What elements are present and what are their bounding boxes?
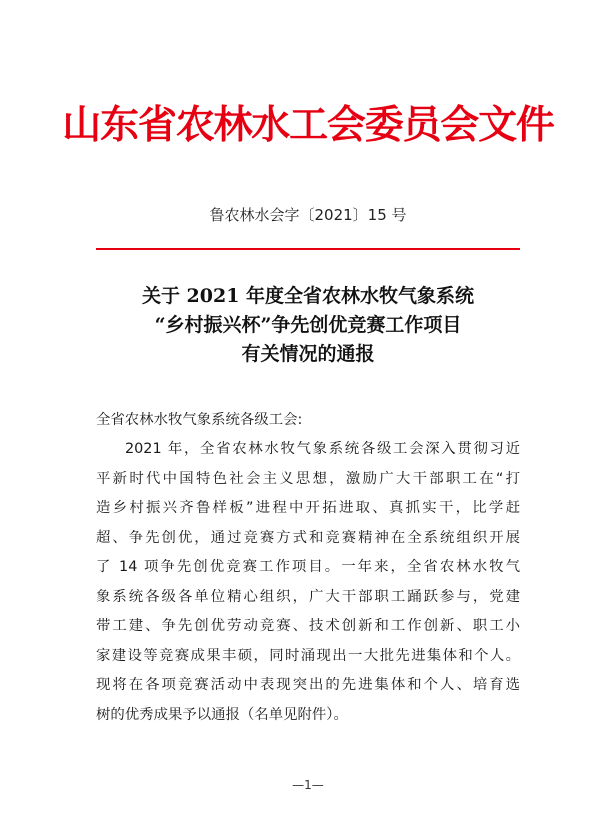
document-main-title (0, 282, 616, 369)
paragraph-line: 平新时代中国特色社会主义思想，激励广大干部职工在“打 (96, 470, 520, 487)
paragraph-line: 2021 年，全省农林水牧气象系统各级工会深入贯彻习近 (125, 441, 520, 457)
paragraph-line: 家建设等竞赛成果丰硕，同时涌现出一大批先进集体和个人。 (96, 647, 520, 664)
paragraph-line: 树的优秀成果予以通报（名单见附件）。 (96, 706, 348, 723)
main-title-line-2: “乡村振兴杯”争先创优竞赛工作项目 (154, 314, 462, 336)
paragraph-line: 超、争先创优，通过竞赛方式和竞赛精神在全系统组织开展 (96, 529, 520, 546)
salutation: 全省农林水牧气象系统各级工会: (96, 412, 303, 428)
document-body (96, 406, 520, 730)
document-number: 鲁农林水会字〔2021〕15 号 (209, 206, 407, 224)
main-title-line-1: 关于 2021 年度全省农林水牧气象系统 (141, 285, 475, 307)
paragraph-line: 造乡村振兴齐鲁样板”进程中开拓进取、真抓实干，比学赶 (96, 500, 520, 516)
document-header-title: 山东省农林水工会委员会文件 (62, 102, 554, 148)
paragraph-line: 了 14 项争先创优竞赛工作项目。一年来，全省农林水牧气 (96, 559, 520, 575)
header-divider-line (96, 248, 520, 250)
paragraph-line: 带工建、争先创优劳动竞赛、技术创新和工作创新、职工小 (96, 618, 520, 634)
main-title-line-3: 有关情况的通报 (241, 343, 375, 365)
paragraph-line: 现将在各项竞赛活动中表现突出的先进集体和个人、培育选 (96, 677, 520, 693)
paragraph-line: 象系统各级各单位精心组织，广大干部职工踊跃参与，党建 (96, 588, 520, 605)
page-number: —1— (292, 778, 324, 792)
